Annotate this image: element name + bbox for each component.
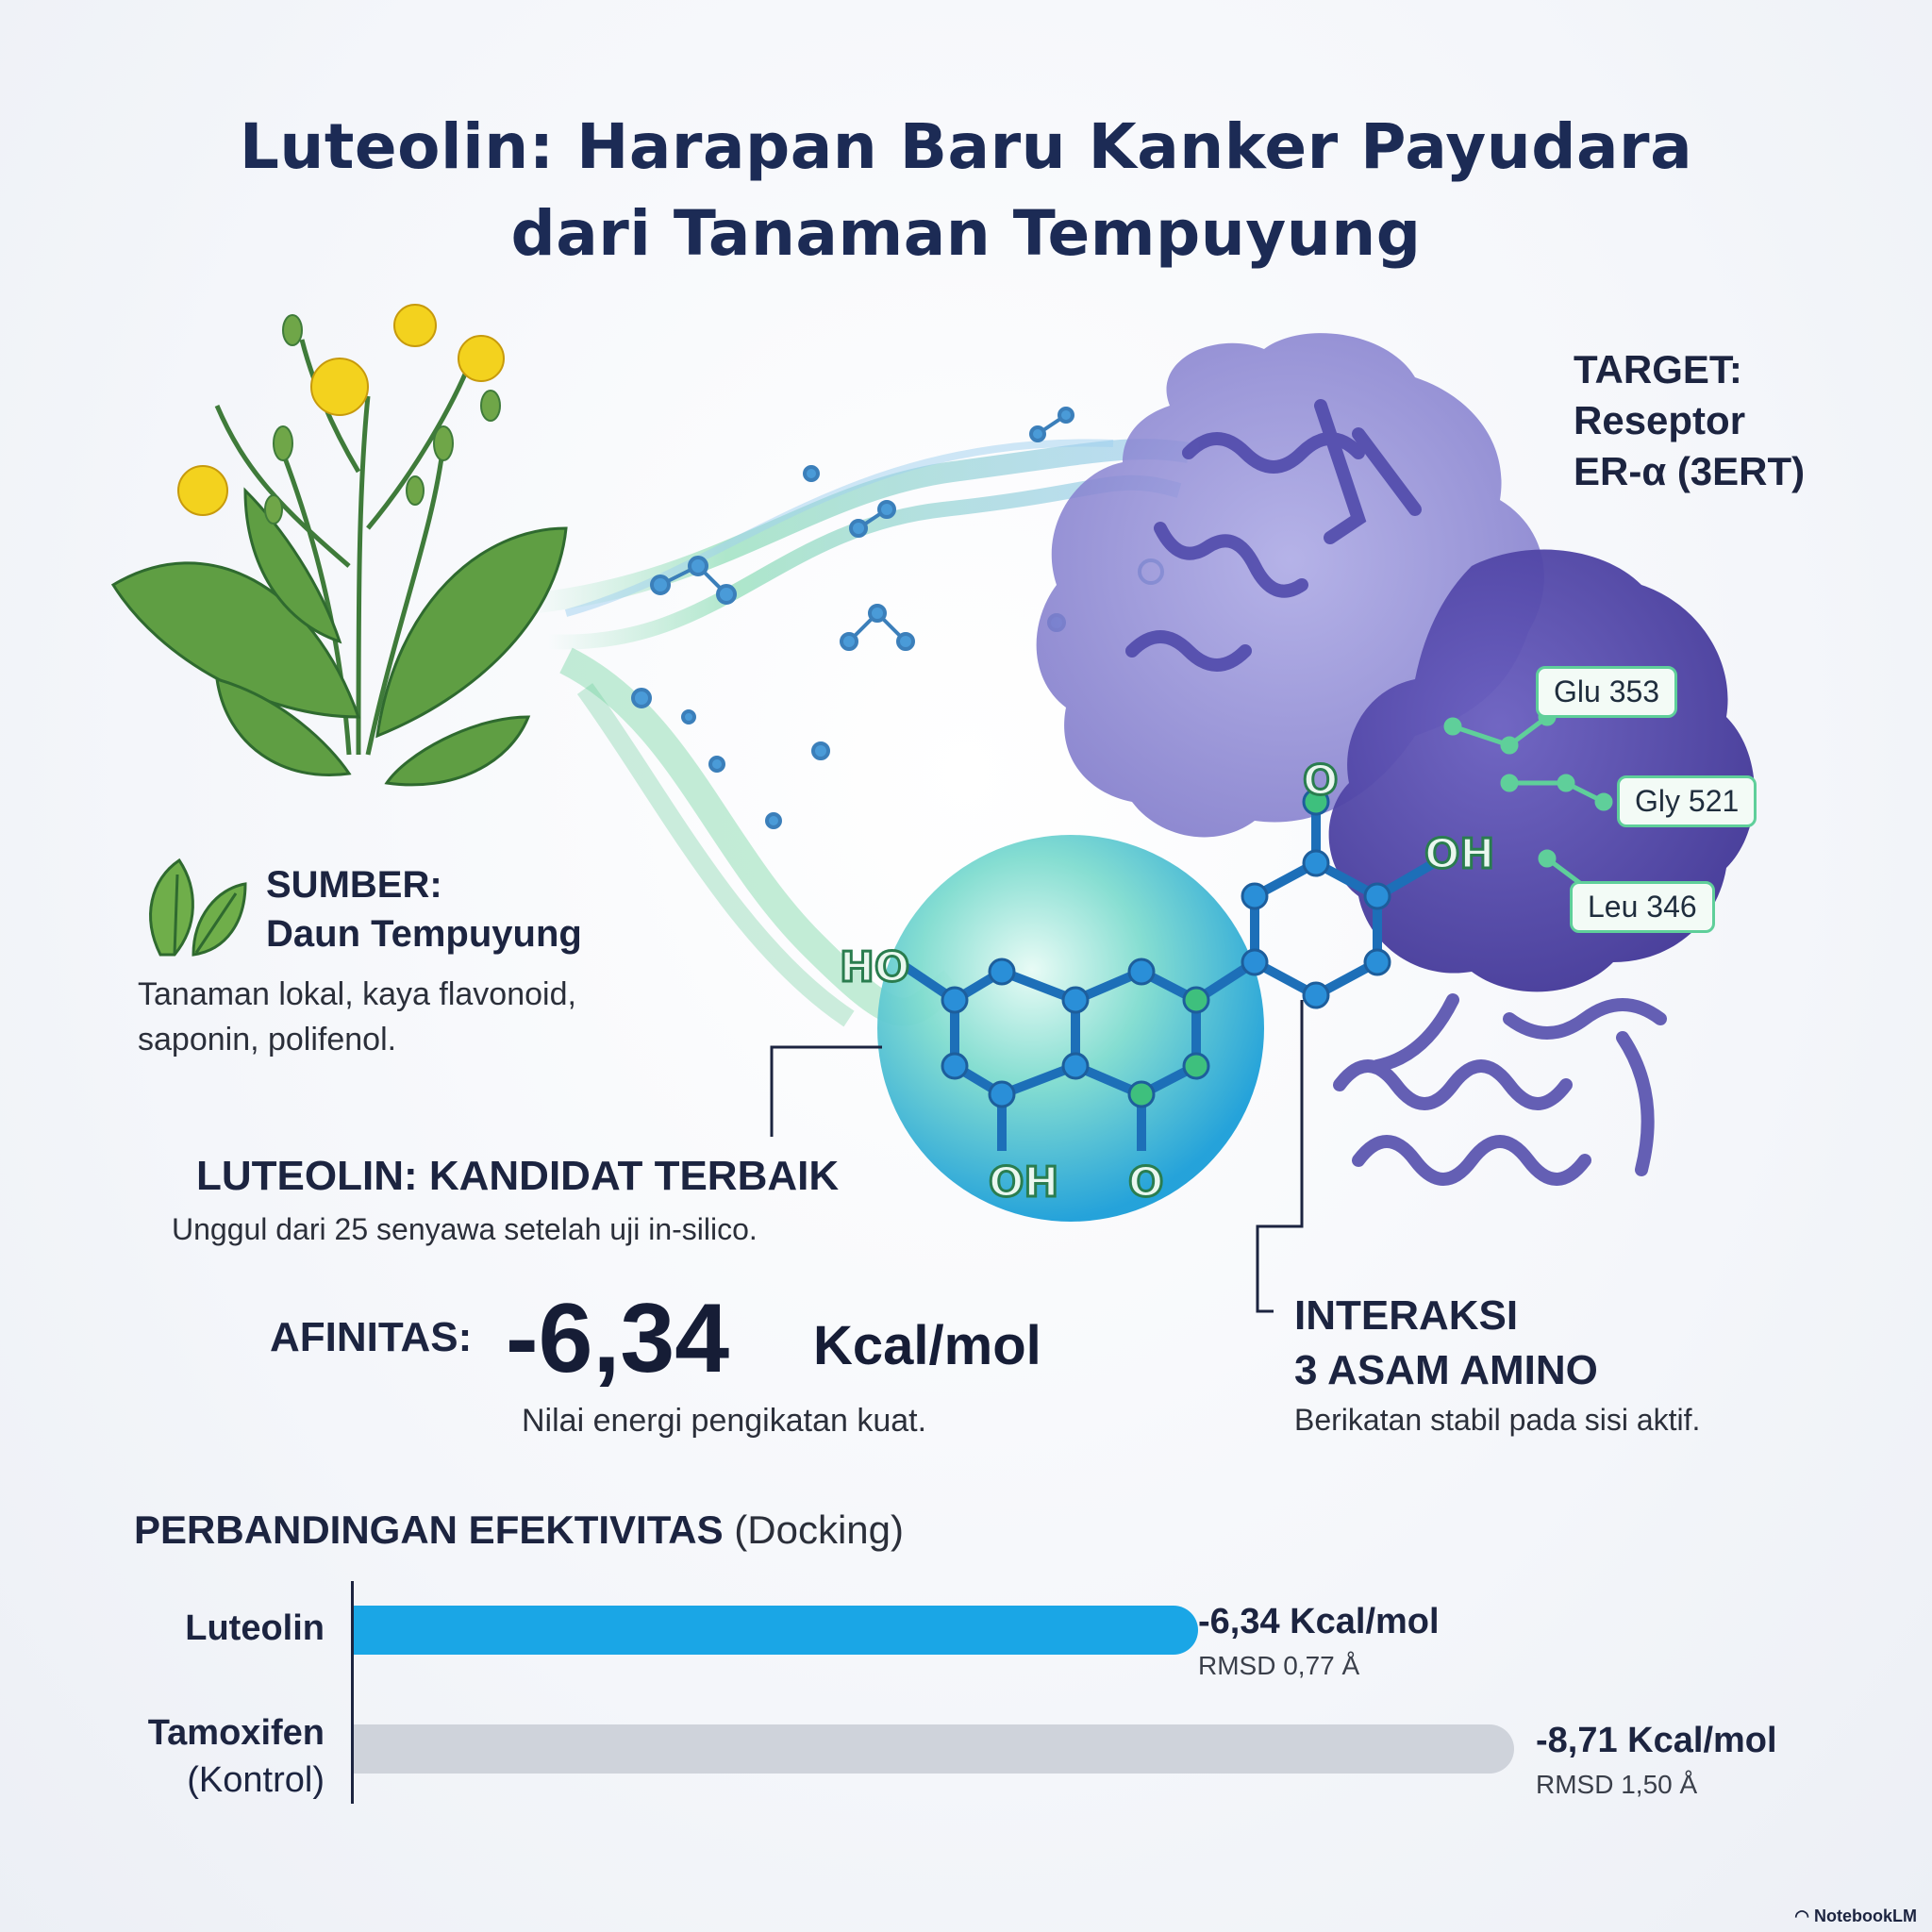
interaction-line-2: 3 ASAM AMINO xyxy=(1294,1347,1598,1393)
interaction-block xyxy=(1294,1289,1598,1398)
comparison-title-main: PERBANDINGAN EFEKTIVITAS xyxy=(134,1507,724,1552)
title-line-1: Luteolin: Harapan Baru Kanker Payudara xyxy=(239,110,1693,183)
bar-value-luteolin: -6,34 Kcal/mol xyxy=(1198,1602,1440,1641)
hydroxyl-left: HO xyxy=(840,943,910,991)
source-label: SUMBER: xyxy=(266,864,442,906)
comparison-subtitle: (Docking) xyxy=(734,1507,904,1552)
bar-label-tamoxifen-name: Tamoxifen xyxy=(147,1713,325,1753)
bar-label-tamoxifen xyxy=(148,1709,325,1804)
carbonyl-oxygen: O xyxy=(1128,1158,1164,1207)
bar-luteolin xyxy=(354,1606,1198,1655)
interaction-line-1: INTERAKSI xyxy=(1294,1292,1519,1339)
hydroxyl-right: OH xyxy=(1424,830,1495,878)
affinity-label: AFINITAS: xyxy=(270,1314,473,1360)
luteolin-heading: LUTEOLIN: KANDIDAT TERBAIK xyxy=(196,1153,840,1199)
target-block xyxy=(1574,344,1805,497)
bar-rmsd-tamoxifen: RMSD 1,50 Å xyxy=(1536,1770,1698,1799)
interaction-description: Berikatan stabil pada sisi aktif. xyxy=(1294,1403,1701,1437)
bar-rmsd-luteolin: RMSD 0,77 Å xyxy=(1198,1651,1360,1680)
leaf-icon xyxy=(151,860,245,955)
residue-glu-353: Glu 353 xyxy=(1536,666,1677,718)
comparison-title xyxy=(134,1507,904,1553)
luteolin-description: Unggul dari 25 senyawa setelah uji in-silico. xyxy=(172,1212,758,1246)
notebooklm-watermark xyxy=(1794,1907,1917,1926)
affinity-unit: Kcal/mol xyxy=(813,1315,1041,1376)
source-description xyxy=(138,972,576,1062)
target-code: ER-α (3ERT) xyxy=(1574,449,1806,493)
hydroxyl-bottom: OH xyxy=(989,1158,1059,1207)
source-desc-line-1: Tanaman lokal, kaya flavonoid, xyxy=(138,976,576,1012)
residue-leu-346: Leu 346 xyxy=(1570,881,1715,933)
tempuyung-plant xyxy=(113,305,566,785)
bar-value-tamoxifen: -8,71 Kcal/mol xyxy=(1536,1721,1777,1760)
affinity-description: Nilai energi pengikatan kuat. xyxy=(522,1403,927,1439)
source-block xyxy=(266,860,582,958)
source-name: Daun Tempuyung xyxy=(266,913,582,955)
bar-tamoxifen xyxy=(354,1724,1514,1774)
bar-label-luteolin: Luteolin xyxy=(185,1608,325,1648)
notebooklm-logo-icon: ◠ xyxy=(1794,1907,1815,1925)
watermark-text: NotebookLM xyxy=(1814,1907,1917,1925)
residue-gly-521: Gly 521 xyxy=(1617,775,1757,827)
source-desc-line-2: saponin, polifenol. xyxy=(138,1022,397,1058)
target-label: TARGET: xyxy=(1574,347,1742,391)
bar-label-tamoxifen-sub: (Kontrol) xyxy=(187,1760,325,1800)
top-oxygen: O xyxy=(1303,757,1339,805)
title-line-2: dari Tanaman Tempuyung xyxy=(510,197,1422,270)
target-receptor: Reseptor xyxy=(1574,398,1746,442)
affinity-value: -6,34 xyxy=(506,1284,730,1393)
